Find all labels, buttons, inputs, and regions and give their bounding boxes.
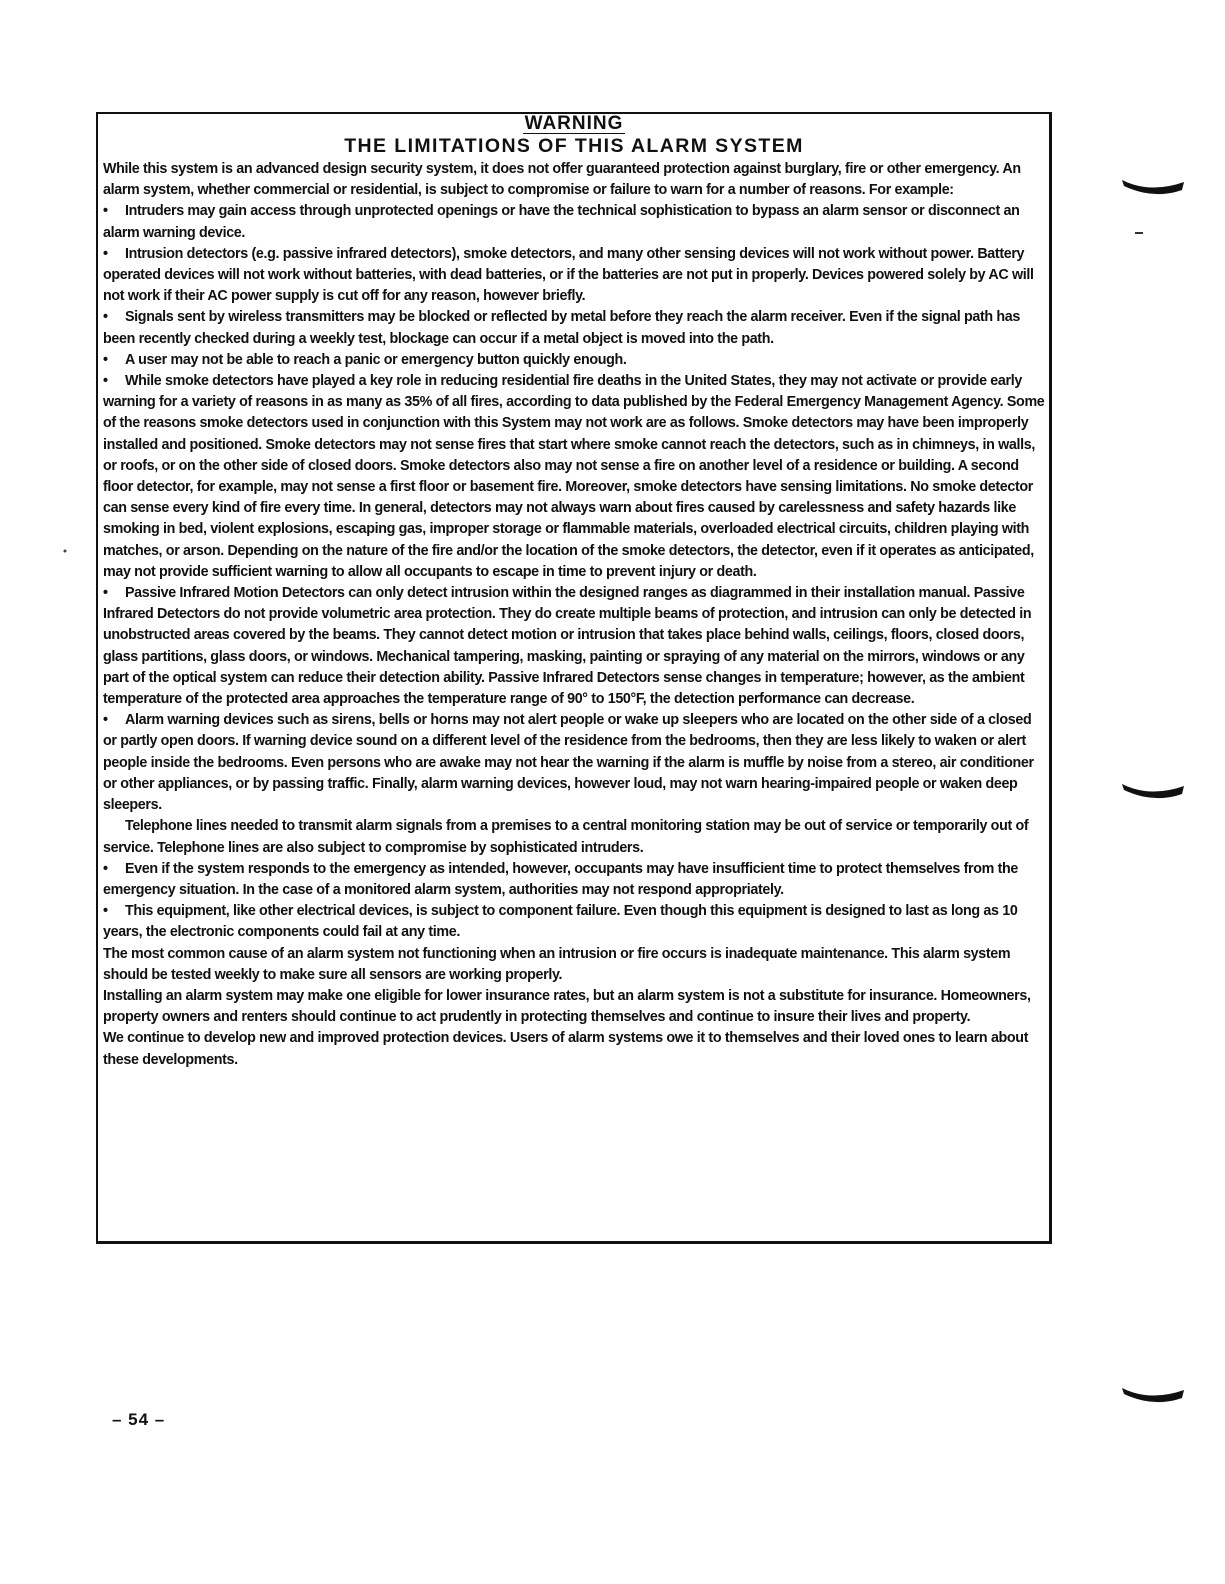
heading-wrap <box>103 114 1045 135</box>
bullet-text: A user may not be able to reach a panic or emergency button quickly enough. <box>125 351 627 368</box>
bullet-item <box>103 244 1045 308</box>
bullet-item <box>103 307 1045 349</box>
bullet-text: Passive Infrared Motion Detectors can only detect intrusion within the designed ranges as diagrammed in their installation manual. Passive Infrared Detectors do not provide volumetric area protection. They do create multiple beams of protection, and intrusion can only be detected in unobstructed areas covered by the beams. They cannot detect motion or intrusion that takes place behind walls, ceilings, floors, closed doors, glass partitions, glass doors, or windows. Mechanical tampering, masking, painting or spraying of any material on the mirrors, windows or any part of the optical system can reduce their detection ability. Passive Infrared Detectors sense changes in temperature; however, as the ambient temperature of the protected area approaches the temperature range of 90° to 150°F, the detection performance can decrease. <box>103 585 1032 708</box>
binding-mark <box>1120 780 1190 804</box>
bullet-item <box>103 901 1045 943</box>
intro-paragraph: While this system is an advanced design security system, it does not offer guaranteed protection against burglary, fire or other emergency. An alarm system, whether commercial or residential, is subject to compromise or failure to warn for a number of reasons. For example: <box>103 161 1021 199</box>
telephone-text: Telephone lines needed to transmit alarm signals from a premises to a central monitoring station may be out of service or temporarily out of service. Telephone lines are also subject to compromise by sophisticated intruders. <box>103 818 1029 856</box>
warning-subheading: THE LIMITATIONS OF THIS ALARM SYSTEM <box>344 135 804 157</box>
bullet-item <box>103 201 1045 243</box>
binding-mark <box>1120 176 1190 200</box>
bullet-glyph: • <box>103 860 108 877</box>
bullet-text: Signals sent by wireless transmitters may be blocked or reflected by metal before they reach the alarm receiver. Even if the signal path has been recently checked during a weekly test, blockage can occur if a metal object is moved into the path. <box>103 309 1020 347</box>
maintenance-paragraph: The most common cause of an alarm system not functioning when an intrusion or fire occurs is inadequate maintenance. This alarm system should be tested weekly to make sure all sensors are working properly. <box>103 945 1011 983</box>
bullet-glyph: • <box>103 903 108 920</box>
bullet-glyph: • <box>103 351 108 368</box>
bullet-item <box>103 859 1045 901</box>
binding-mark <box>1120 1384 1190 1408</box>
bullet-text: Intrusion detectors (e.g. passive infrared detectors), smoke detectors, and many other sensing devices will not work without power. Battery operated devices will not work without batteries, with dead batteries, or if the batteries are not put in properly. Devices powered solely by AC will not work if their AC power supply is cut off for any reason, however briefly. <box>103 245 1034 305</box>
bullet-glyph: • <box>103 585 108 602</box>
bullet-text: Alarm warning devices such as sirens, bells or horns may not alert people or wake up sleepers who are located on the other side of a closed or partly open doors. If warning device sound on a different level of the residence from the bedrooms, then they are less likely to waken or alert people inside the bedrooms. Even persons who are awake may not hear the warning if the alarm is muffle by noise from a stereo, air conditioner or other appliances, or by passing traffic. Finally, alarm warning devices, however loud, may not warn hearing-impaired people or waken deep sleepers. <box>103 712 1034 814</box>
telephone-paragraph <box>103 816 1045 858</box>
bullet-item <box>103 350 1045 371</box>
warning-heading: WARNING <box>524 113 624 134</box>
bullet-glyph: • <box>103 309 108 326</box>
warning-box <box>96 112 1052 1244</box>
bullet-item <box>103 371 1045 583</box>
closing-paragraph: We continue to develop new and improved protection devices. Users of alarm systems owe it to themselves and their loved ones to learn about these developments. <box>103 1030 1029 1068</box>
page-number: – 54 – <box>112 1410 166 1429</box>
bullet-glyph: • <box>103 245 108 262</box>
bullet-glyph: • <box>103 712 108 729</box>
bullet-glyph: • <box>103 373 108 390</box>
bullet-text: While smoke detectors have played a key role in reducing residential fire deaths in the United States, they may not activate or provide early warning for a variety of reasons in as many as 35% of all fires, according to data published by the Federal Emergency Management Agency. Some of the reasons smoke detectors used in conjunction with this System may not work are as follows. Smoke detectors may have been improperly installed and positioned. Smoke detectors may not sense fires that start where smoke cannot reach the detectors, such as in chimneys, in walls, or roofs, or on the other side of closed doors. Smoke detectors also may not sense a fire on another level of a residence or building. A second floor detector, for example, may not sense a first floor or basement fire. Moreover, smoke detectors have sensing limitations. No smoke detector can sense every kind of fire every time. In general, detectors may not always warn about fires caused by carelessness and safety hazards like smoking in bed, violent explosions, escaping gas, improper storage or flammable materials, overloaded electrical circuits, children playing with matches, or arson. Depending on the nature of the fire and/or the location of the smoke detectors, the detector, even if it operates as anticipated, may not provide sufficient warning to allow all occupants to escape in time to prevent injury or death. <box>103 373 1045 580</box>
scan-speck <box>62 548 68 554</box>
bullet-text: Even if the system responds to the emergency as intended, however, occupants may have insufficient time to protect themselves from the emergency situation. In the case of a monitored alarm system, authorities may not respond appropriately. <box>103 860 1018 898</box>
bullet-text: This equipment, like other electrical devices, is subject to component failure. Even though this equipment is designed to last as long as 10 years, the electronic components could fail at any time. <box>103 903 1018 941</box>
bullet-text: Intruders may gain access through unprotected openings or have the technical sophistication to bypass an alarm sensor or disconnect an alarm warning device. <box>103 203 1020 241</box>
warning-body <box>103 159 1045 1071</box>
bullet-item <box>103 583 1045 710</box>
bullet-glyph: • <box>103 203 108 220</box>
insurance-paragraph: Installing an alarm system may make one eligible for lower insurance rates, but an alarm system is not a substitute for insurance. Homeowners, property owners and renters should continue to act prudently in protecting themselves and continue to insure their lives and property. <box>103 987 1031 1026</box>
binding-mark <box>1135 230 1147 236</box>
bullet-item <box>103 710 1045 816</box>
